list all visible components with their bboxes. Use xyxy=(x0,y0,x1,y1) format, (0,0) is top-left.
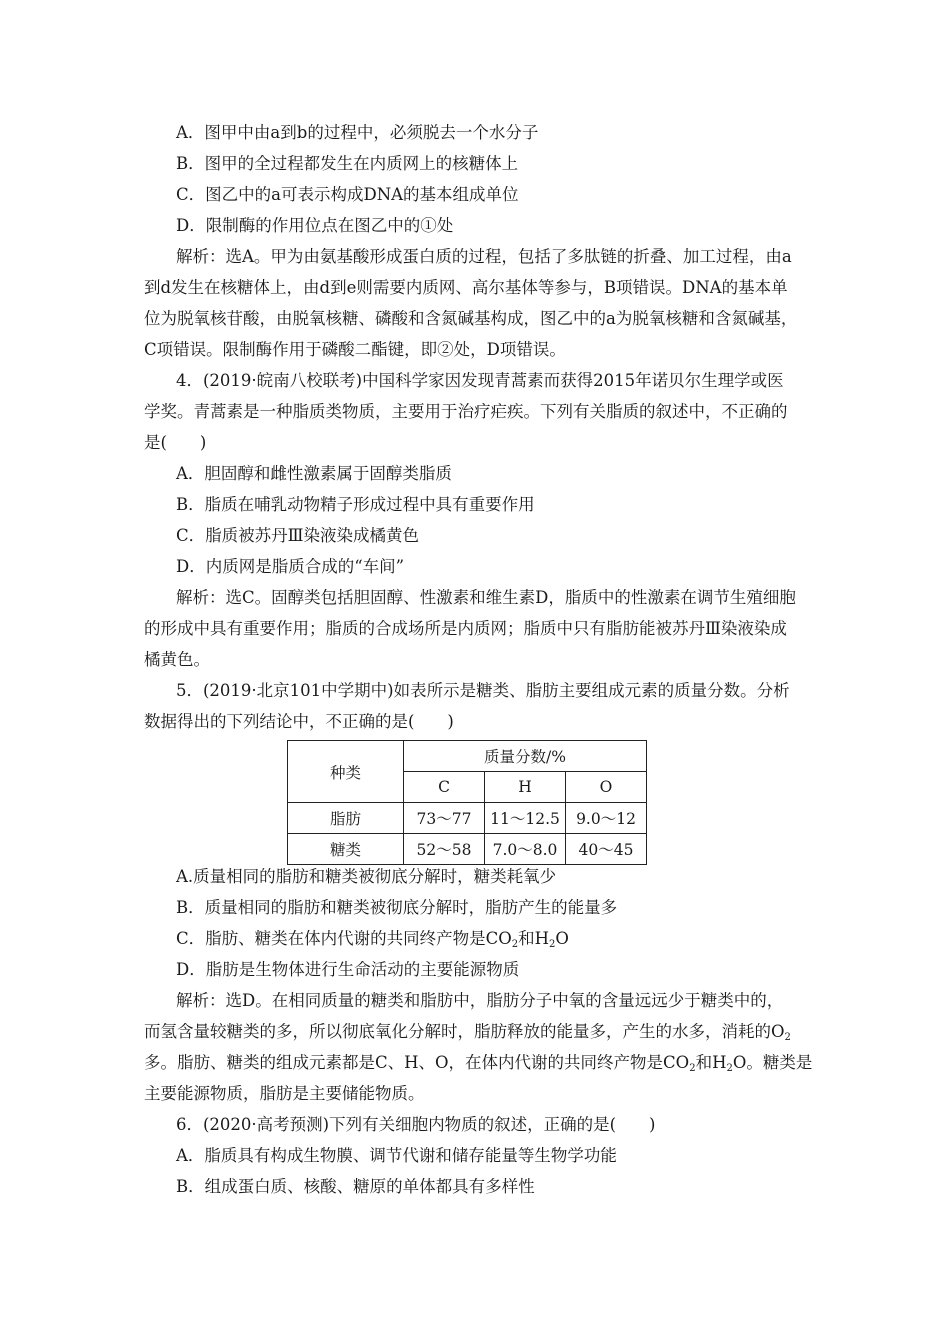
table-header-type: 种类 xyxy=(288,741,404,803)
table-header-c: C xyxy=(404,772,485,803)
table-cell-h: 7.0～8.0 xyxy=(485,834,566,865)
table-row xyxy=(288,834,647,865)
table-row xyxy=(288,803,647,834)
q3-analysis-line: 解析：选A。甲为由氨基酸形成蛋白质的过程，包括了多肽链的折叠、加工过程，由a xyxy=(176,247,792,266)
q6-option-a: A．脂质具有构成生物膜、调节代谢和储存能量等生物学功能 xyxy=(176,1146,617,1165)
table-cell-o: 40～45 xyxy=(566,834,647,865)
table-header-o: O xyxy=(566,772,647,803)
q5-option-d: D．脂肪是生物体进行生命活动的主要能源物质 xyxy=(176,960,520,979)
q3-option-a: A．图甲中由a到b的过程中，必须脱去一个水分子 xyxy=(176,123,539,142)
q5-option-b: B．质量相同的脂肪和糖类被彻底分解时，脂肪产生的能量多 xyxy=(176,898,618,917)
q5-stem-line: 5．(2019·北京101中学期中)如表所示是糖类、脂肪主要组成元素的质量分数。分析 xyxy=(176,681,790,700)
q4-analysis-line: 的形成中具有重要作用；脂质的合成场所是内质网；脂质中只有脂肪能被苏丹Ⅲ染液染成 xyxy=(144,619,787,638)
q4-option-c: C．脂质被苏丹Ⅲ染液染成橘黄色 xyxy=(176,526,420,545)
q5-option-c: C．脂肪、糖类在体内代谢的共同终产物是$CO_2$和$H_2O$ xyxy=(176,929,569,950)
q6-stem: 6．(2020·高考预测)下列有关细胞内物质的叙述，正确的是( ) xyxy=(176,1115,656,1134)
q4-option-d: D．内质网是脂质合成的“车间” xyxy=(176,557,405,576)
table-cell-o: 9.0～12 xyxy=(566,803,647,834)
q4-analysis-line: 解析：选C。固醇类包括胆固醇、性激素和维生素D，脂质中的性激素在调节生殖细胞 xyxy=(176,588,796,607)
table-cell-c: 52～58 xyxy=(404,834,485,865)
q5-option-a: A.质量相同的脂肪和糖类被彻底分解时，糖类耗氧少 xyxy=(176,867,557,886)
q5-stem-line: 数据得出的下列结论中，不正确的是( ) xyxy=(144,712,454,731)
q4-stem-line: 学奖。青蒿素是一种脂质类物质，主要用于治疗疟疾。下列有关脂质的叙述中，不正确的 xyxy=(144,402,788,421)
q3-analysis-line: 位为脱氧核苷酸，由脱氧核糖、磷酸和含氮碱基构成，图乙中的a为脱氧核糖和含氮碱基， xyxy=(144,309,798,328)
q5-analysis-line: 而氢含量较糖类的多，所以彻底氧化分解时，脂肪释放的能量多，产生的水多，消耗的$O_2$ xyxy=(144,1022,791,1043)
q3-option-c: C．图乙中的a可表示构成DNA的基本组成单位 xyxy=(176,185,519,204)
table-header-h: H xyxy=(485,772,566,803)
q5-analysis-line: 解析：选D。在相同质量的糖类和脂肪中，脂肪分子中氧的含量远远少于糖类中的， xyxy=(176,991,784,1010)
q3-analysis-line: C项错误。限制酶作用于磷酸二酯键，即②处，D项错误。 xyxy=(144,340,566,359)
table-cell-h: 11～12.5 xyxy=(485,803,566,834)
composition-table xyxy=(287,740,647,865)
q4-option-a: A．胆固醇和雌性激素属于固醇类脂质 xyxy=(176,464,452,483)
q5-analysis-line: 多。脂肪、糖类的组成元素都是C、H、O，在体内代谢的共同终产物是$CO_2$和$H_2O$。糖类是 xyxy=(144,1053,813,1074)
q3-analysis-line: 到d发生在核糖体上，由d到e则需要内质网、高尔基体等参与，B项错误。DNA的基本单 xyxy=(144,278,788,297)
q6-option-b: B．组成蛋白质、核酸、糖原的单体都具有多样性 xyxy=(176,1177,535,1196)
table-header-mass-fraction: 质量分数/% xyxy=(404,741,647,772)
q4-stem-line: 是( ) xyxy=(144,433,207,452)
q4-analysis-line: 橘黄色。 xyxy=(144,650,210,669)
table-cell-c: 73～77 xyxy=(404,803,485,834)
q3-option-d: D．限制酶的作用位点在图乙中的①处 xyxy=(176,216,454,235)
table-cell-name: 糖类 xyxy=(288,834,404,865)
table-cell-name: 脂肪 xyxy=(288,803,404,834)
q4-stem-line: 4．(2019·皖南八校联考)中国科学家因发现青蒿素而获得2015年诺贝尔生理学或医 xyxy=(176,371,784,390)
q5-analysis-line: 主要能源物质，脂肪是主要储能物质。 xyxy=(144,1084,425,1103)
q3-option-b: B．图甲的全过程都发生在内质网上的核糖体上 xyxy=(176,154,519,173)
q4-option-b: B．脂质在哺乳动物精子形成过程中具有重要作用 xyxy=(176,495,535,514)
